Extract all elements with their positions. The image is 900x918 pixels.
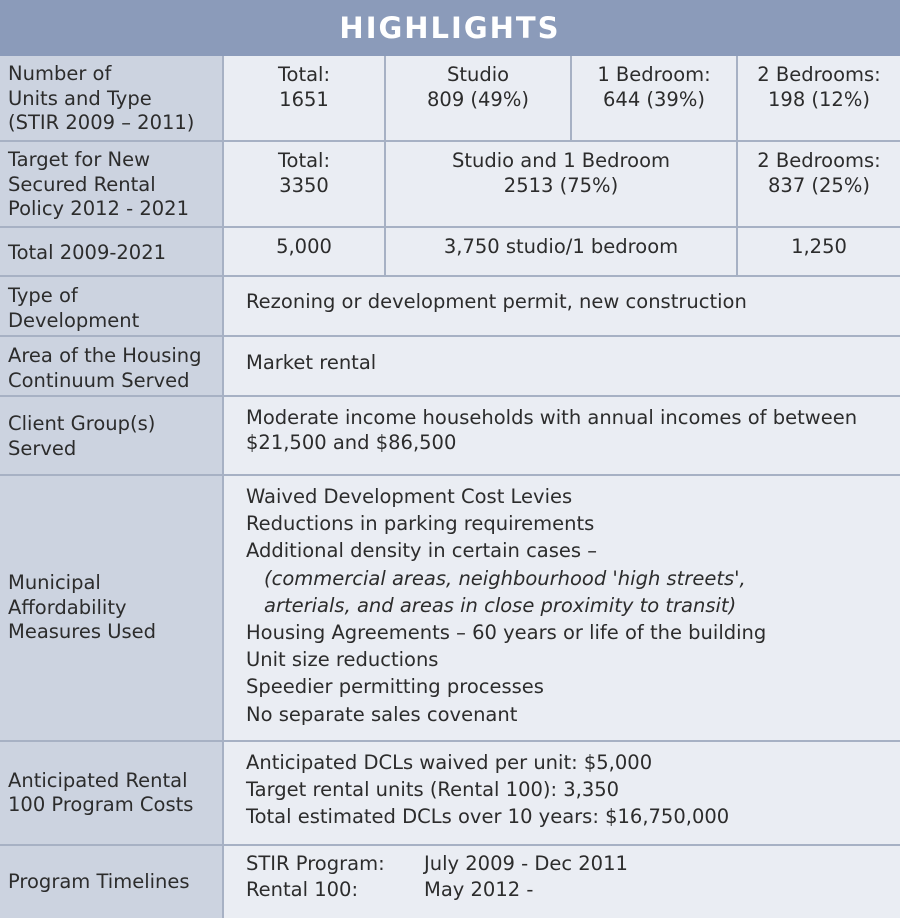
measure-item: Housing Agreements – 60 years or life of the building [246, 621, 767, 645]
costs-list [224, 742, 900, 846]
cost-item: Total estimated DCLs over 10 years: $16,750,000 [246, 805, 730, 828]
timelines-label: Program Timelines [0, 846, 224, 918]
target-label: Target for New Secured Rental Policy 2012 - 2021 [0, 142, 224, 228]
target-two-bedrooms: 2 Bedrooms: 837 (25%) [738, 142, 900, 228]
measure-item: Waived Development Cost Levies [246, 485, 573, 508]
measure-item: Additional density in certain cases – [246, 539, 597, 563]
continuum-value: Market rental [224, 337, 900, 397]
units-total: Total: 1651 [224, 56, 386, 142]
measure-item: Reductions in parking requirements [246, 512, 595, 536]
measures-label: Municipal Affordability Measures Used [0, 476, 224, 742]
dev-type-label: Type of Development [0, 277, 224, 337]
total-range-total: 5,000 [224, 228, 386, 277]
cost-item: Target rental units (Rental 100): 3,350 [246, 778, 620, 801]
measure-note: (commercial areas, neighbourhood 'high streets', [264, 566, 746, 590]
units-studio: Studio 809 (49%) [386, 56, 572, 142]
highlights-title: HIGHLIGHTS [0, 0, 900, 56]
measure-note: arterials, and areas in close proximity to transit) [264, 593, 737, 617]
target-studio-one-bedroom: Studio and 1 Bedroom 2513 (75%) [386, 142, 738, 228]
continuum-label: Area of the Housing Continuum Served [0, 337, 224, 397]
target-total: Total: 3350 [224, 142, 386, 228]
measure-item: No separate sales covenant [246, 702, 518, 726]
measure-item: Speedier permitting processes [246, 675, 544, 699]
costs-label: Anticipated Rental 100 Program Costs [0, 742, 224, 846]
client-label: Client Group(s) Served [0, 397, 224, 476]
timelines-list [224, 846, 900, 918]
total-range-studio-one: 3,750 studio/1 bedroom [386, 228, 738, 277]
total-range-label: Total 2009-2021 [0, 228, 224, 277]
client-value: Moderate income households with annual incomes of between $21,500 and $86,500 [224, 397, 900, 476]
timeline-entry: Rental 100: May 2012 - [246, 878, 534, 901]
units-label: Number of Units and Type (STIR 2009 – 2011) [0, 56, 224, 142]
measures-list [224, 476, 900, 742]
units-one-bedroom: 1 Bedroom: 644 (39%) [572, 56, 738, 142]
total-range-two-bedrooms: 1,250 [738, 228, 900, 277]
dev-type-value: Rezoning or development permit, new construction [224, 277, 900, 337]
measure-item: Unit size reductions [246, 648, 439, 672]
cost-item: Anticipated DCLs waived per unit: $5,000 [246, 751, 653, 774]
units-two-bedrooms: 2 Bedrooms: 198 (12%) [738, 56, 900, 142]
timeline-entry: STIR Program: July 2009 - Dec 2011 [246, 852, 628, 875]
